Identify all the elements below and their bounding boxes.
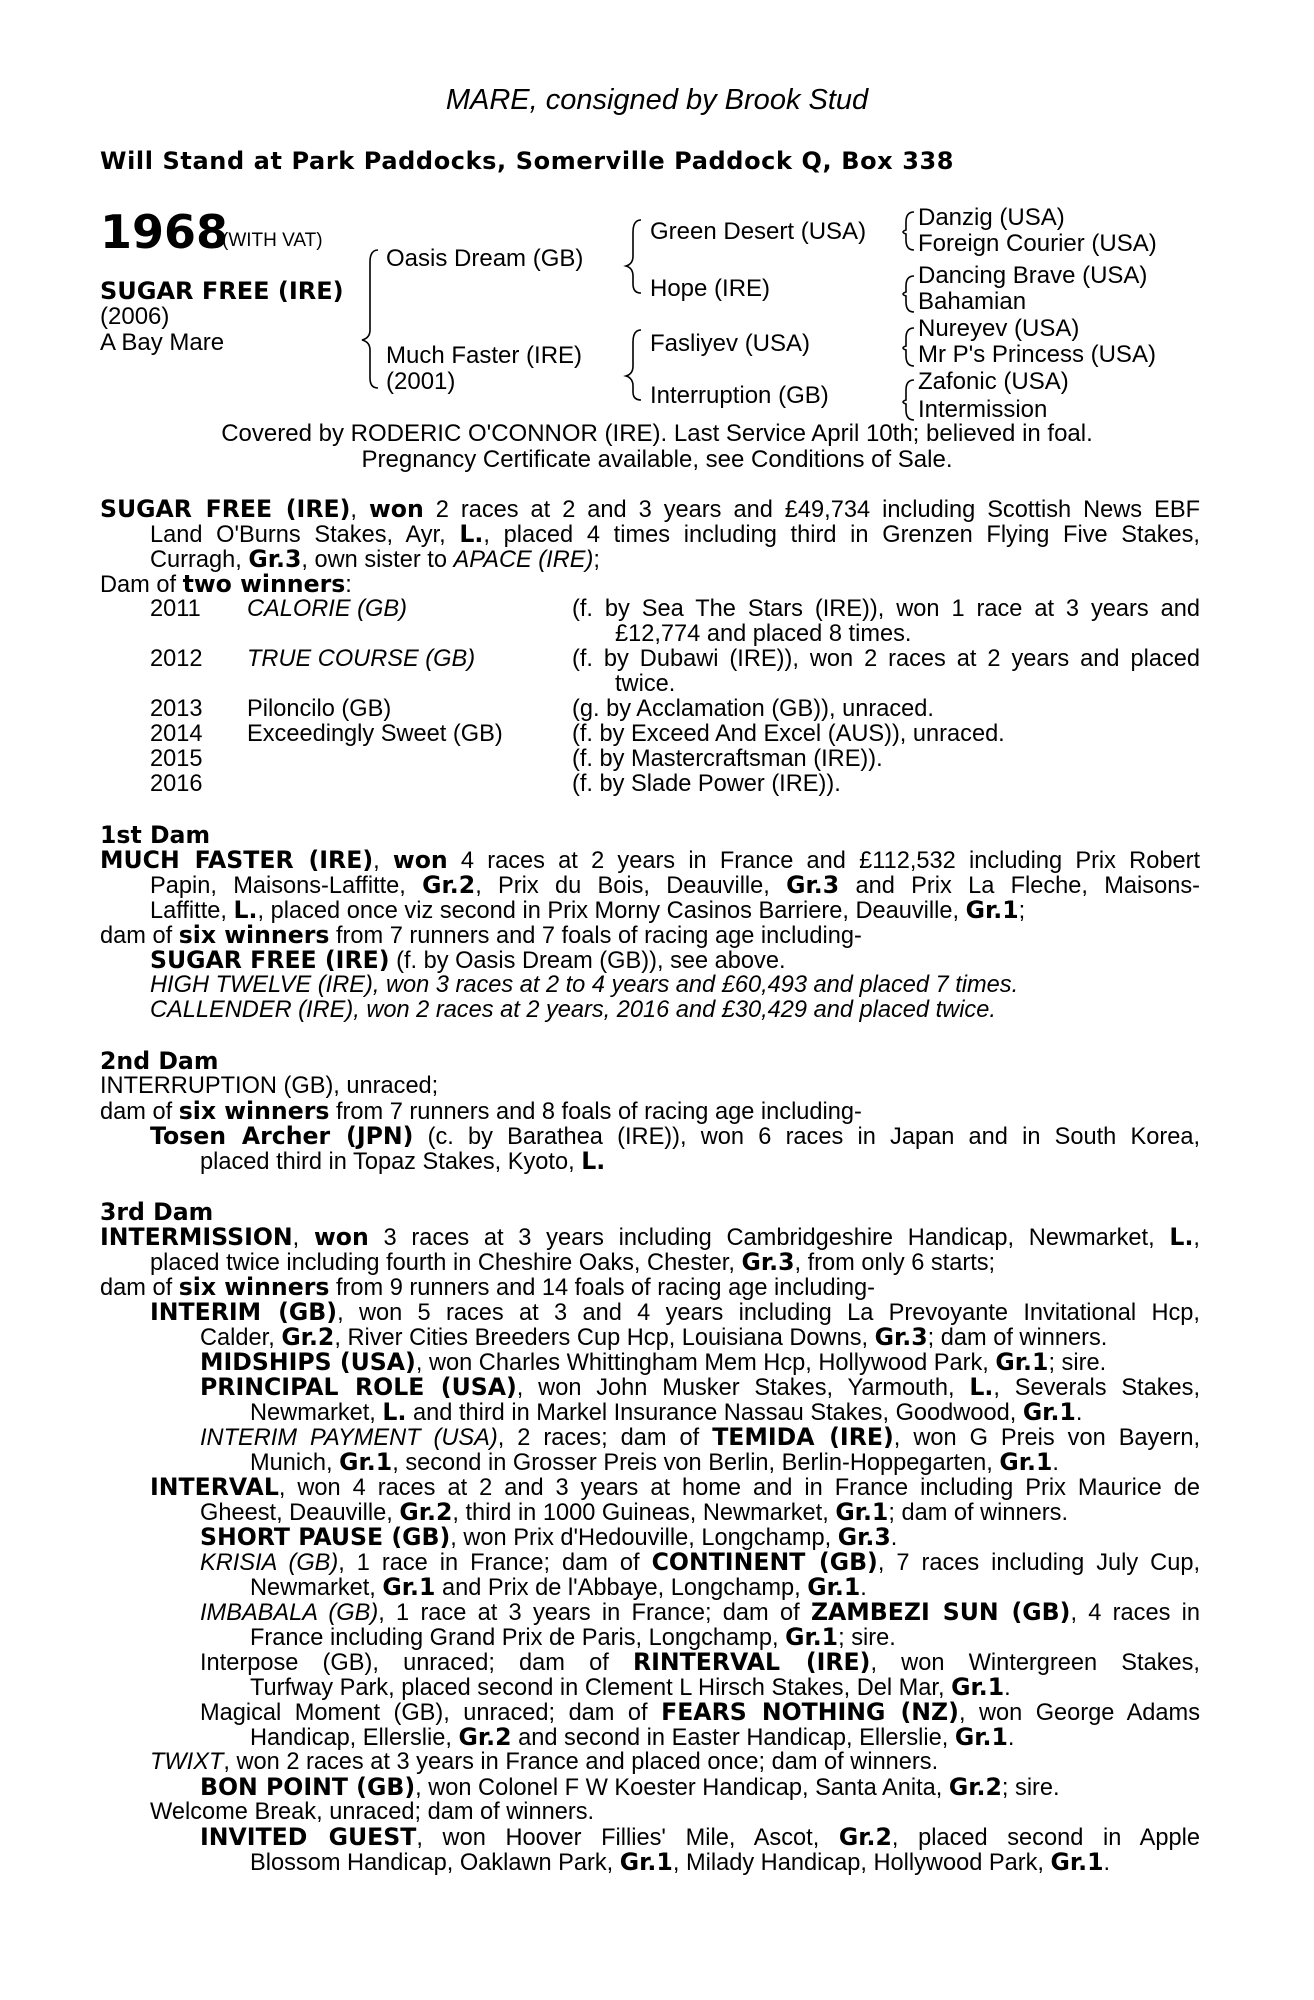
covered-note: Covered by RODERIC O'CONNOR (IRE). Last Service April 10th; believed in foal. bbox=[221, 420, 1093, 447]
third-dam-line-1: INTERMISSION, won 3 races at 3 years including Cambridgeshire Handicap, Newmarket, L., bbox=[100, 1223, 1200, 1251]
first-dam-heading: 1st Dam bbox=[100, 821, 211, 849]
location-line: Will Stand at Park Paddocks, Somerville Paddock Q, Box 338 bbox=[100, 147, 955, 175]
progeny-info: (g. by Acclamation (GB)), unraced. bbox=[572, 696, 934, 722]
horse-year: (2006) bbox=[100, 303, 170, 330]
pedigree-dam: Much Faster (IRE) bbox=[386, 342, 583, 369]
mare-line-1: SUGAR FREE (IRE), won 2 races at 2 and 3 years and £49,734 including Scottish News EBF bbox=[100, 495, 1200, 523]
progeny-name: CALORIE (GB) bbox=[247, 596, 407, 622]
third-dam-grandproduce-cont: Turfway Park, placed second in Clement L Hirsch Stakes, Del Mar, Gr.1. bbox=[250, 1673, 1011, 1701]
progeny-info: (f. by Mastercraftsman (IRE)). bbox=[572, 746, 883, 772]
pedigree-ddd: Intermission bbox=[918, 396, 1048, 423]
pedigree-dss: Nureyev (USA) bbox=[918, 315, 1080, 342]
catalogue-body bbox=[100, 0, 1200, 2000]
third-dam-produce-cont: Gheest, Deauville, Gr.2, third in 1000 Guineas, Newmarket, Gr.1; dam of winners. bbox=[200, 1498, 1068, 1526]
first-dam-line-4: dam of six winners from 7 runners and 7 foals of racing age including- bbox=[100, 921, 862, 949]
pedigree-ssd: Foreign Courier (USA) bbox=[918, 230, 1157, 257]
third-dam-grandproduce: Interpose (GB), unraced; dam of RINTERVAL (IRE), won Wintergreen Stakes, bbox=[200, 1648, 1200, 1676]
progeny-info: (f. by Sea The Stars (IRE)), won 1 race at 3 years and bbox=[572, 596, 1200, 622]
progeny-year: 2011 bbox=[150, 596, 201, 622]
progeny-info: (f. by Slade Power (IRE)). bbox=[572, 771, 841, 797]
lot-number: 1968 bbox=[100, 205, 229, 259]
third-dam-grandproduce-cont: Newmarket, Gr.1 and Prix de l'Abbaye, Longchamp, Gr.1. bbox=[250, 1573, 867, 1601]
vat-note: (WITH VAT) bbox=[222, 230, 323, 251]
progeny-year: 2014 bbox=[150, 721, 203, 747]
third-dam-grandproduce: PRINCIPAL ROLE (USA), won John Musker Stakes, Yarmouth, L., Severals Stakes, bbox=[200, 1373, 1201, 1401]
pedigree-sds: Dancing Brave (USA) bbox=[918, 262, 1148, 289]
progeny-info-cont: £12,774 and placed 8 times. bbox=[615, 621, 912, 647]
second-dam-produce-1-cont: placed third in Topaz Stakes, Kyoto, L. bbox=[200, 1147, 606, 1175]
third-dam-produce: INTERIM (GB), won 5 races at 3 and 4 years including La Prevoyante Invitational Hcp, bbox=[150, 1298, 1200, 1326]
pedigree-sire: Oasis Dream (GB) bbox=[386, 245, 584, 272]
third-dam-line-2: placed twice including fourth in Cheshire Oaks, Chester, Gr.3, from only 6 starts; bbox=[150, 1248, 996, 1276]
third-dam-grandproduce: IMBABALA (GB), 1 race at 3 years in France; dam of ZAMBEZI SUN (GB), 4 races in bbox=[200, 1598, 1201, 1626]
progeny-year: 2016 bbox=[150, 771, 203, 797]
third-dam-produce: Welcome Break, unraced; dam of winners. bbox=[150, 1799, 595, 1825]
first-dam-produce-3: CALLENDER (IRE), won 2 races at 2 years, 2016 and £30,429 and placed twice. bbox=[150, 997, 996, 1023]
second-dam-line-2: dam of six winners from 7 runners and 8 foals of racing age including- bbox=[100, 1097, 862, 1125]
horse-name: SUGAR FREE (IRE) bbox=[100, 277, 344, 305]
horse-description: A Bay Mare bbox=[100, 329, 225, 356]
mare-line-2: Land O'Burns Stakes, Ayr, L., placed 4 times including third in Grenzen Flying Five Stakes, bbox=[150, 520, 1200, 548]
page-title: MARE, consigned by Brook Stud bbox=[445, 84, 869, 116]
progeny-name: TRUE COURSE (GB) bbox=[247, 646, 476, 672]
first-dam-produce-2: HIGH TWELVE (IRE), won 3 races at 2 to 4 years and £60,493 and placed 7 times. bbox=[150, 972, 1019, 998]
pedigree-sdd: Bahamian bbox=[918, 288, 1027, 315]
pedigree-dam-sire: Fasliyev (USA) bbox=[650, 330, 811, 357]
third-dam-grandproduce: Magical Moment (GB), unraced; dam of FEARS NOTHING (NZ), won George Adams bbox=[200, 1698, 1200, 1726]
second-dam-produce-1: Tosen Archer (JPN) (c. by Barathea (IRE)), won 6 races in Japan and in South Korea, bbox=[150, 1122, 1201, 1150]
third-dam-grandproduce-cont: France including Grand Prix de Paris, Longchamp, Gr.1; sire. bbox=[250, 1623, 896, 1651]
third-dam-grandproduce: MIDSHIPS (USA), won Charles Whittingham Mem Hcp, Hollywood Park, Gr.1; sire. bbox=[200, 1348, 1107, 1376]
first-dam-line-1: MUCH FASTER (IRE), won 4 races at 2 years in France and £112,532 including Prix Robert bbox=[100, 846, 1200, 874]
pedigree-dam-dam: Interruption (GB) bbox=[650, 382, 829, 409]
progeny-year: 2012 bbox=[150, 646, 203, 672]
progeny-info-cont: twice. bbox=[615, 671, 676, 697]
progeny-info: (f. by Exceed And Excel (AUS)), unraced. bbox=[572, 721, 1005, 747]
progeny-name: Exceedingly Sweet (GB) bbox=[247, 721, 503, 747]
progeny-name: Piloncilo (GB) bbox=[247, 696, 392, 722]
third-dam-grandproduce: SHORT PAUSE (GB), won Prix d'Hedouville, Longchamp, Gr.3. bbox=[200, 1523, 898, 1551]
pedigree-dsd: Mr P's Princess (USA) bbox=[918, 341, 1156, 368]
third-dam-heading: 3rd Dam bbox=[100, 1198, 214, 1226]
pregnancy-note: Pregnancy Certificate available, see Conditions of Sale. bbox=[361, 446, 953, 473]
first-dam-produce-1: SUGAR FREE (IRE) (f. by Oasis Dream (GB)), see above. bbox=[150, 946, 786, 974]
pedigree-dam-year: (2001) bbox=[386, 368, 456, 395]
third-dam-produce-cont: Calder, Gr.2, River Cities Breeders Cup Hcp, Louisiana Downs, Gr.3; dam of winners. bbox=[200, 1323, 1108, 1351]
third-dam-grandproduce: BON POINT (GB), won Colonel F W Koester Handicap, Santa Anita, Gr.2; sire. bbox=[200, 1773, 1060, 1801]
second-dam-heading: 2nd Dam bbox=[100, 1047, 219, 1075]
pedigree-sss: Danzig (USA) bbox=[918, 204, 1065, 231]
pedigree-sire-dam: Hope (IRE) bbox=[650, 275, 771, 302]
progeny-year: 2013 bbox=[150, 696, 203, 722]
second-dam-line-1: INTERRUPTION (GB), unraced; bbox=[100, 1073, 439, 1099]
third-dam-produce: TWIXT, won 2 races at 3 years in France and placed once; dam of winners. bbox=[150, 1749, 939, 1775]
third-dam-grandproduce-cont: Handicap, Ellerslie, Gr.2 and second in Easter Handicap, Ellerslie, Gr.1. bbox=[250, 1723, 1015, 1751]
third-dam-produce: INTERVAL, won 4 races at 2 and 3 years at home and in France including Prix Maurice de bbox=[150, 1473, 1200, 1501]
pedigree-sire-sire: Green Desert (USA) bbox=[650, 218, 867, 245]
first-dam-line-3: Laffitte, L., placed once viz second in Prix Morny Casinos Barriere, Deauville, Gr.1; bbox=[150, 896, 1026, 924]
third-dam-line-3: dam of six winners from 9 runners and 14 foals of racing age including- bbox=[100, 1273, 876, 1301]
third-dam-grandproduce: INTERIM PAYMENT (USA), 2 races; dam of TEMIDA (IRE), won G Preis von Bayern, bbox=[200, 1423, 1201, 1451]
mare-dam-of: Dam of two winners: bbox=[100, 570, 352, 598]
third-dam-grandproduce: INVITED GUEST, won Hoover Fillies' Mile, Ascot, Gr.2, placed second in Apple bbox=[200, 1823, 1200, 1851]
third-dam-grandproduce: KRISIA (GB), 1 race in France; dam of CONTINENT (GB), 7 races including July Cup, bbox=[200, 1548, 1201, 1576]
third-dam-grandproduce-cont: Munich, Gr.1, second in Grosser Preis von Berlin, Berlin-Hoppegarten, Gr.1. bbox=[250, 1448, 1059, 1476]
third-dam-grandproduce-cont: Newmarket, L. and third in Markel Insurance Nassau Stakes, Goodwood, Gr.1. bbox=[250, 1398, 1083, 1426]
pedigree-dds: Zafonic (USA) bbox=[918, 368, 1069, 395]
mare-line-3: Curragh, Gr.3, own sister to APACE (IRE); bbox=[150, 545, 600, 573]
third-dam-grandproduce-cont: Blossom Handicap, Oaklawn Park, Gr.1, Milady Handicap, Hollywood Park, Gr.1. bbox=[250, 1848, 1111, 1876]
progeny-year: 2015 bbox=[150, 746, 203, 772]
progeny-info: (f. by Dubawi (IRE)), won 2 races at 2 years and placed bbox=[572, 646, 1200, 672]
first-dam-line-2: Papin, Maisons-Laffitte, Gr.2, Prix du Bois, Deauville, Gr.3 and Prix La Fleche, Maisons- bbox=[150, 871, 1200, 899]
